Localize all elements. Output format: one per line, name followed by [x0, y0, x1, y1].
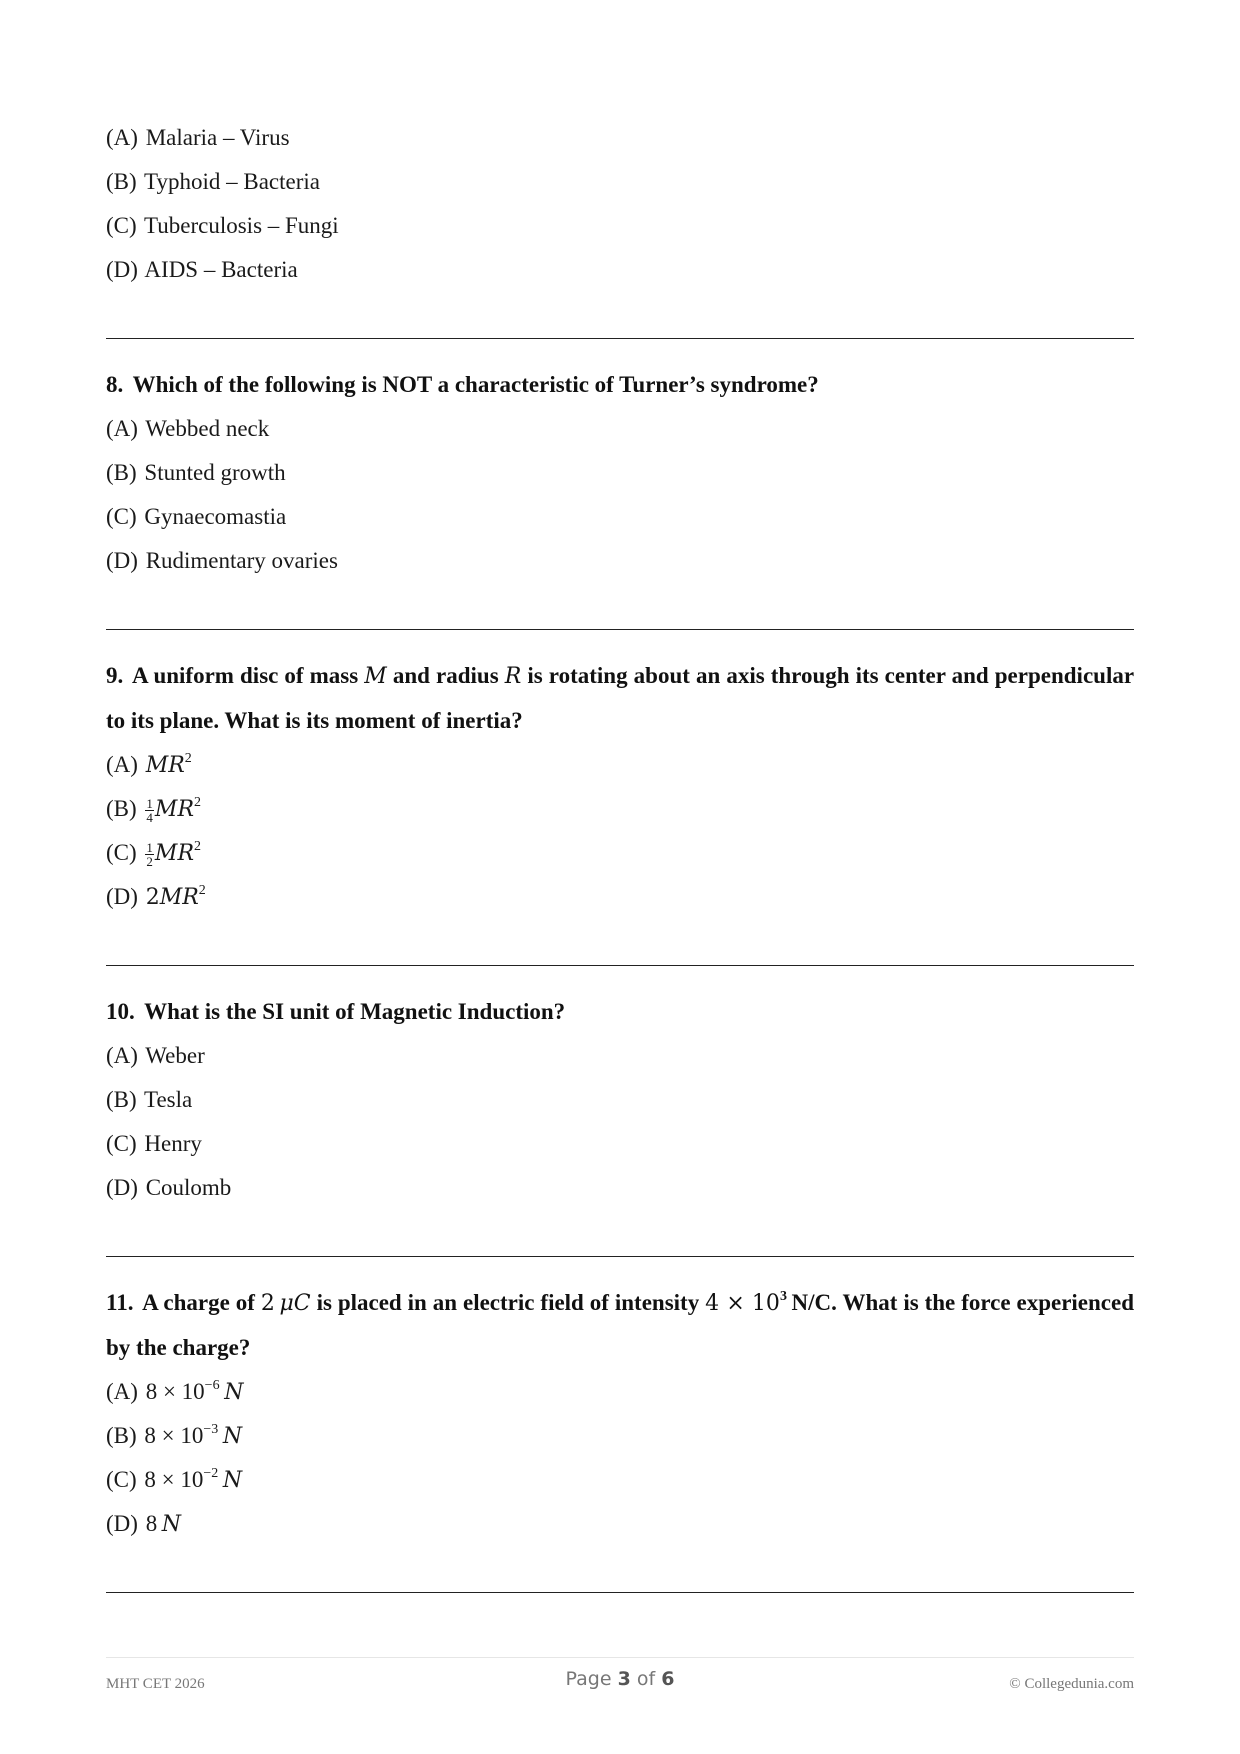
page-footer — [106, 1666, 1134, 1702]
footer-exam-name: MHT CET 2026 — [106, 1676, 205, 1692]
page-number: Page 3 of 6 — [565, 1668, 675, 1690]
q11-option-d: (D) 8 N — [106, 1511, 182, 1537]
question-11 — [106, 1281, 1134, 1546]
q10-text: 10. What is the SI unit of Magnetic Induction? — [106, 999, 566, 1024]
fraction: $\frac{1}{4}$ — [146, 796, 153, 825]
q9-option-b: (B) $\frac{1}{4}$ $MR^2$ — [106, 795, 202, 825]
question-10 — [106, 990, 1134, 1210]
divider — [106, 1256, 1134, 1257]
divider — [106, 629, 1134, 630]
q11-option-a: (A) $8 \times 10^{-6}$ N — [106, 1378, 244, 1405]
q9-option-d: (D) $2MR^2$ — [106, 883, 206, 910]
q8-option-c: (C) Gynaecomastia — [106, 504, 287, 529]
q8-text: 8. Which of the following is NOT a characteristic of Turner’s syndrome? — [106, 372, 819, 397]
divider — [106, 965, 1134, 966]
q7-option-c: (C) Tuberculosis – Fungi — [106, 213, 339, 238]
q7-option-b: (B) Typhoid – Bacteria — [106, 169, 320, 194]
footer-divider — [106, 1657, 1134, 1658]
q11-option-b: (B) $8 \times 10^{-3}$ N — [106, 1422, 243, 1449]
question-8 — [106, 363, 1134, 583]
divider — [106, 338, 1134, 339]
q9-option-a: (A) $MR^2$ — [106, 751, 192, 778]
fraction: $\frac{1}{2}$ — [146, 840, 153, 869]
q9-option-c: (C) $\frac{1}{2}$ $MR^2$ — [106, 839, 202, 869]
q8-option-d: (D) Rudimentary ovaries — [106, 548, 338, 573]
q7-option-a: (A) Malaria – Virus — [106, 125, 290, 150]
q11-option-c: (C) $8 \times 10^{-2}$ N — [106, 1466, 243, 1493]
divider — [106, 1592, 1134, 1593]
question-9 — [106, 654, 1134, 919]
q10-option-a: (A) Weber — [106, 1043, 205, 1068]
q10-option-c: (C) Henry — [106, 1131, 202, 1156]
q8-option-a: (A) Webbed neck — [106, 416, 270, 441]
q10-option-d: (D) Coulomb — [106, 1175, 232, 1200]
question-7-options — [106, 116, 1134, 292]
q8-option-b: (B) Stunted growth — [106, 460, 286, 485]
footer-copyright: © Collegedunia.com — [1009, 1676, 1134, 1692]
q9-text: 9. A uniform disc of mass M and radius R is rotating about an axis through its center and perpendicular to its plane. What is its moment of inertia? — [106, 663, 1135, 733]
q11-text: 11. A charge of 2 μC is placed in an electric field of intensity $4 \times 10^3$ N/C. What is the force experienced by the charge? — [106, 1289, 1135, 1360]
page-content — [106, 116, 1134, 1593]
q7-option-d: (D) AIDS – Bacteria — [106, 257, 298, 282]
q10-option-b: (B) Tesla — [106, 1087, 193, 1112]
